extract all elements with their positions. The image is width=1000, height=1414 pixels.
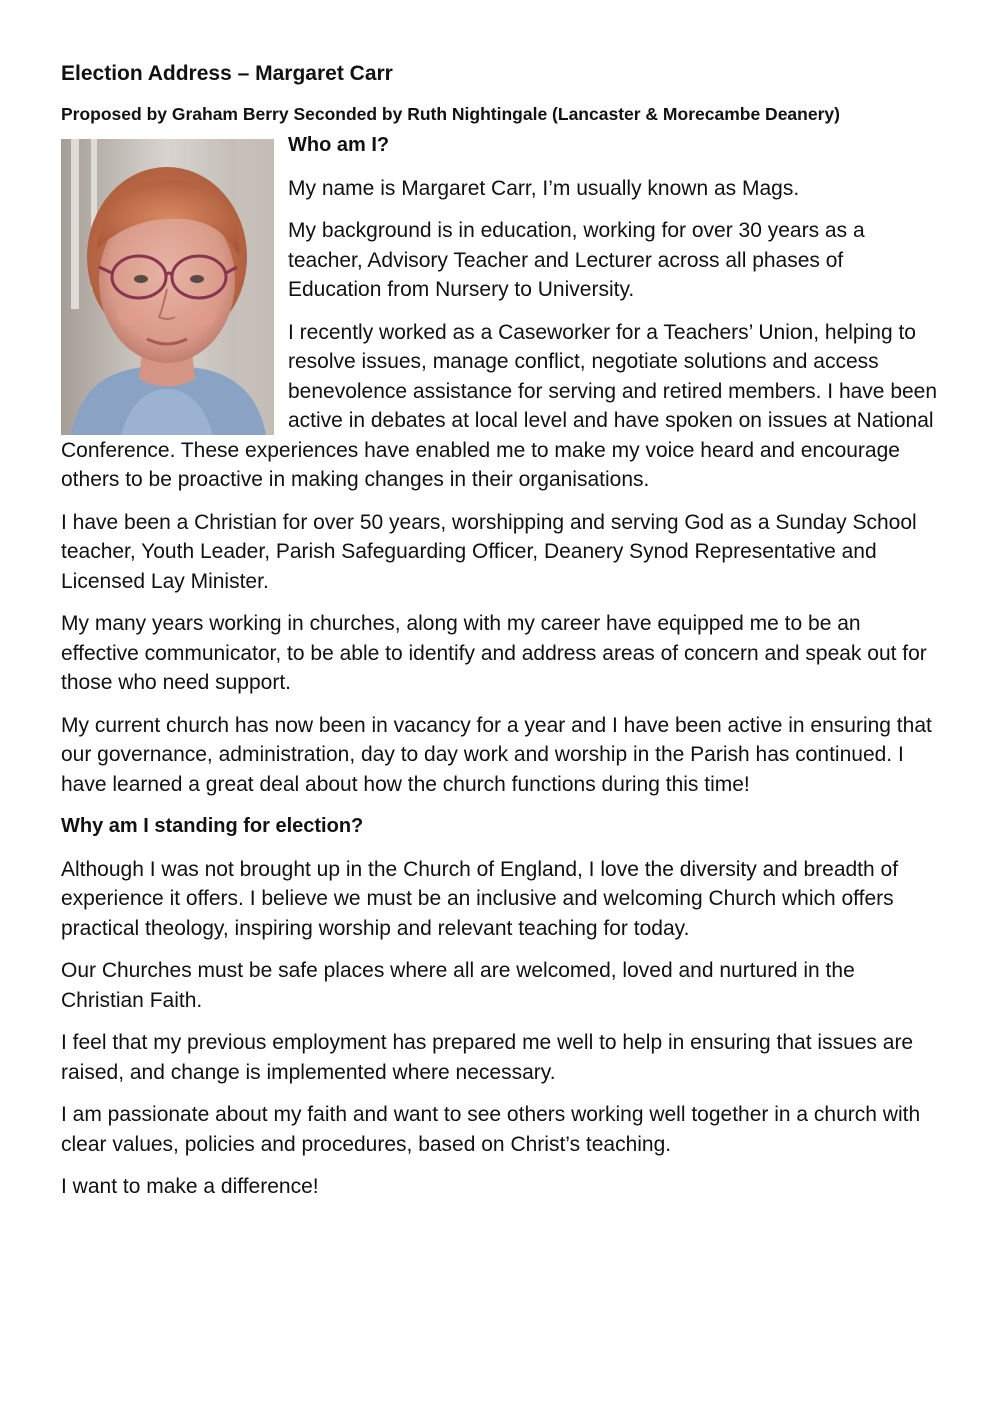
paragraph: My name is Margaret Carr, I’m usually known as Mags. bbox=[288, 176, 800, 200]
paragraph: I feel that my previous employment has prepared me well to help in ensuring that issues are raised, and change is implemented where necessary. bbox=[61, 1031, 914, 1084]
paragraph: I have been a Christian for over 50 years, worshipping and serving God as a Sunday School teacher, Youth Leader, Parish Safeguarding Officer, Deanery Synod Representative and Licensed Lay Minister. bbox=[61, 510, 917, 593]
paragraph: I am passionate about my faith and want to see others working well together in a church with clear values, policies and procedures, based on Christ’s teaching. bbox=[61, 1103, 921, 1156]
paragraph: My background is in education, working for over 30 years as a teacher, Advisory Teacher and Lecturer across all phases of Education from Nursery to University. bbox=[288, 219, 865, 301]
paragraph: Our Churches must be safe places where all are welcomed, loved and nurtured in the Christian Faith. bbox=[61, 959, 855, 1012]
paragraph: I recently worked as a Caseworker for a Teachers’ Union, helping to resolve issues, manage conflict, negotiate solutions and access benevolence assistance for serving and retired members. I have been active in debates at local level and have spoken on issues at National Conference. These experiences have enabled me to make my voice heard and encourage others to be proactive in making changes in their organisations. bbox=[61, 320, 938, 491]
section-heading-who-am-i: Who am I? bbox=[288, 134, 390, 156]
paragraph: Although I was not brought up in the Church of England, I love the diversity and breadth of experience it offers. I believe we must be an inclusive and welcoming Church which offers practical theology, inspiring worship and relevant teaching for today. bbox=[61, 857, 899, 940]
candidate-photo bbox=[61, 139, 274, 435]
paragraph: My many years working in churches, along with my career have equipped me to be an effective communicator, to be able to identify and address areas of concern and speak out for those who need support. bbox=[61, 612, 927, 694]
proposer-line: Proposed by Graham Berry Seconded by Ruth Nightingale (Lancaster & Morecambe Deanery) bbox=[61, 104, 840, 124]
page-title: Election Address – Margaret Carr bbox=[61, 62, 393, 85]
paragraph: I want to make a difference! bbox=[61, 1175, 319, 1198]
section-heading-why-standing: Why am I standing for election? bbox=[61, 815, 364, 837]
paragraph: My current church has now been in vacancy for a year and I have been active in ensuring that our governance, administration, day to day work and worship in the Parish has continued. I have learned a great deal about how the church functions during this time! bbox=[61, 713, 932, 796]
